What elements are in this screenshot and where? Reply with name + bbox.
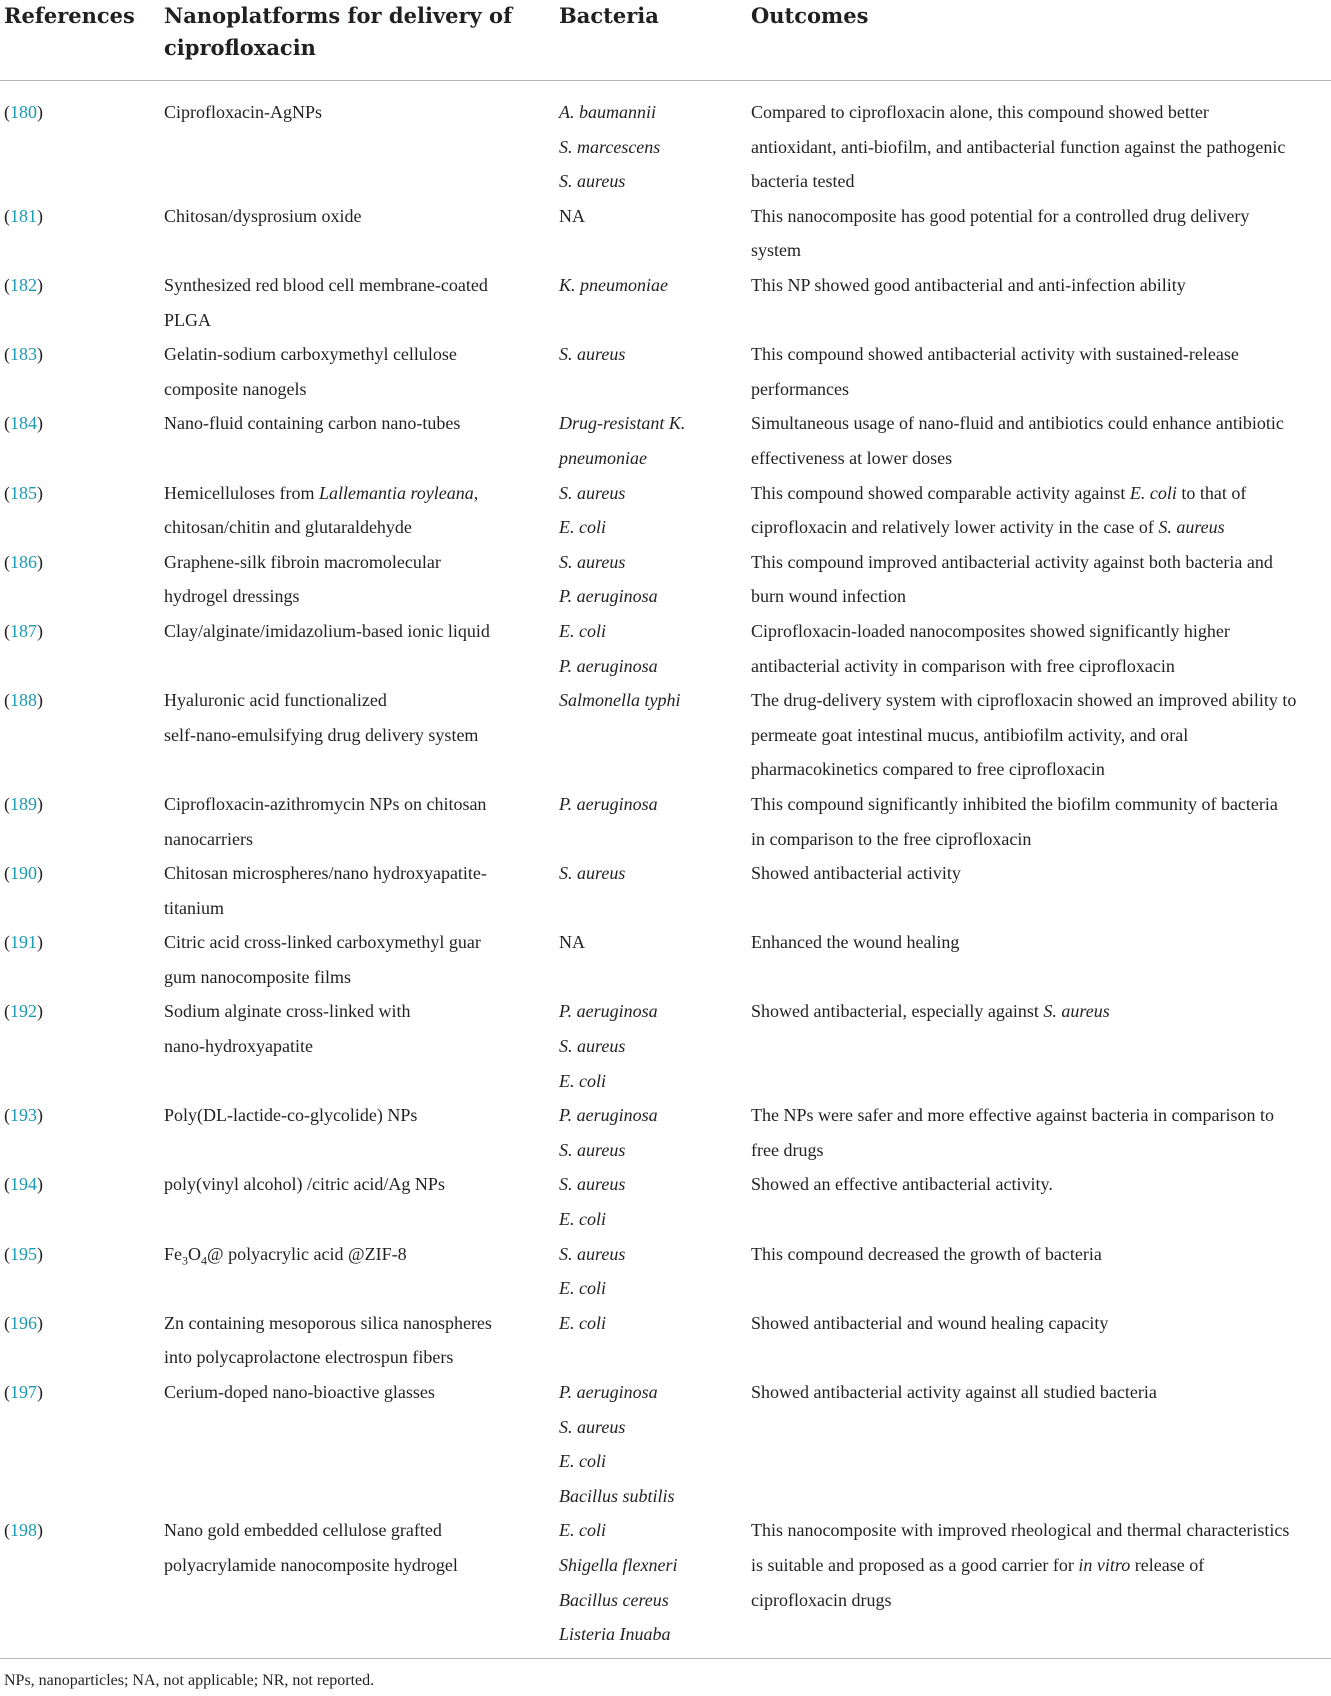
reference-cell — [4, 683, 144, 718]
nanoplatform-cell — [164, 683, 534, 752]
text-segment: @ polyacrylic acid @ZIF-8 — [207, 1243, 407, 1264]
nanoplatform-cell — [164, 406, 534, 441]
bacteria-name: NA — [559, 932, 585, 953]
text-segment: Hemicelluloses from — [164, 482, 319, 503]
reference-link[interactable]: 180 — [10, 102, 37, 122]
nanoplatform-cell — [164, 1167, 534, 1202]
paren: ( — [4, 1382, 10, 1403]
nanoplatform-cell — [164, 545, 534, 614]
text-segment: This compound improved antibacterial activity against both bacteria and — [751, 551, 1273, 572]
text-segment: Graphene-silk fibroin macromolecular — [164, 551, 441, 572]
paren: ) — [37, 1001, 43, 1022]
bacteria-cell — [559, 1513, 734, 1651]
paren: ) — [37, 863, 43, 884]
paren: ( — [4, 1243, 10, 1264]
reference-cell — [4, 994, 144, 1029]
outcome-cell — [751, 1167, 1331, 1202]
reference-link[interactable]: 189 — [10, 793, 37, 814]
bacteria-name: A. baumannii — [559, 102, 656, 122]
outcome-cell — [751, 925, 1331, 960]
text-segment: The NPs were safer and more effective against bacteria in comparison to — [751, 1105, 1274, 1126]
reference-link[interactable]: 181 — [10, 205, 37, 226]
reference-link[interactable]: 194 — [10, 1174, 37, 1195]
bacteria-name: Shigella flexneri — [559, 1555, 678, 1575]
paren: ( — [4, 344, 10, 365]
reference-cell — [4, 1098, 144, 1133]
bacteria-name: Drug-resistant K. — [559, 413, 686, 434]
paren: ) — [37, 1520, 43, 1541]
paren: ( — [4, 1105, 10, 1126]
bacteria-name: K. pneumoniae — [559, 274, 668, 295]
text-segment: antibacterial activity in comparison with free ciprofloxacin — [751, 655, 1175, 676]
paren: ) — [37, 274, 43, 295]
bacteria-name: Bacillus subtilis — [559, 1485, 675, 1506]
bacteria-name: P. aeruginosa — [559, 655, 658, 676]
text-segment: polyacrylamide nanocomposite hydrogel — [164, 1555, 458, 1575]
text-segment: effectiveness at lower doses — [751, 447, 953, 468]
bacteria-cell — [559, 683, 734, 718]
nanoplatform-cell — [164, 268, 534, 337]
text-segment: Enhanced the wound healing — [751, 932, 960, 953]
table-row — [0, 337, 1331, 406]
reference-cell — [4, 268, 144, 303]
paren: ) — [37, 1243, 43, 1264]
reference-cell — [4, 406, 144, 441]
reference-link[interactable]: 188 — [10, 690, 37, 711]
outcome-cell — [751, 1237, 1331, 1272]
text-segment: to that of — [1176, 482, 1247, 503]
paren: ) — [37, 482, 43, 503]
bacteria-cell — [559, 925, 734, 960]
text-segment: hydrogel dressings — [164, 586, 300, 607]
reference-link[interactable]: 187 — [10, 620, 37, 641]
text-segment: antioxidant, anti-biofilm, and antibacterial function against the pathogenic — [751, 136, 1286, 157]
text-segment: system — [751, 240, 802, 261]
outcomes-header: Outcomes — [751, 3, 869, 28]
text-segment: This NP showed good antibacterial and anti-infection ability — [751, 274, 1186, 295]
reference-link[interactable]: 190 — [10, 863, 37, 884]
paren: ( — [4, 1312, 10, 1333]
text-segment: performances — [751, 378, 849, 399]
reference-cell — [4, 1375, 144, 1410]
bacteria-name: Bacillus cereus — [559, 1589, 669, 1610]
bacteria-cell — [559, 1167, 734, 1236]
outcome-cell — [751, 406, 1331, 475]
table-row — [0, 545, 1331, 614]
text-segment: Simultaneous usage of nano-fluid and antibiotics could enhance antibiotic — [751, 413, 1284, 434]
nanoplatform-cell — [164, 614, 534, 649]
bacteria-cell — [559, 268, 734, 303]
nanoplatform-cell — [164, 1513, 534, 1582]
outcome-cell — [751, 856, 1331, 891]
paren: ) — [37, 932, 43, 953]
text-segment: Cerium-doped nano-bioactive glasses — [164, 1382, 435, 1403]
paren: ) — [37, 205, 43, 226]
bacteria-name: E. coli — [559, 1520, 606, 1541]
reference-cell — [4, 1237, 144, 1272]
text-segment: burn wound infection — [751, 586, 906, 607]
outcome-cell — [751, 614, 1331, 683]
reference-cell — [4, 787, 144, 822]
table-row — [0, 683, 1331, 787]
table-row — [0, 406, 1331, 475]
table-row — [0, 787, 1331, 856]
paren: ( — [4, 102, 10, 122]
table-row — [0, 1513, 1331, 1651]
bacteria-cell — [559, 1306, 734, 1341]
bacteria-name: P. aeruginosa — [559, 1001, 658, 1022]
table-row — [0, 199, 1331, 268]
bacteria-name: S. marcescens — [559, 136, 661, 157]
text-segment: ciprofloxacin drugs — [751, 1589, 892, 1610]
bacteria-name: E. coli — [559, 1209, 606, 1230]
outcome-cell — [751, 545, 1331, 614]
text-segment: Fe — [164, 1243, 182, 1264]
bacteria-name: E. coli — [559, 1070, 606, 1091]
reference-cell — [4, 856, 144, 891]
reference-cell — [4, 614, 144, 649]
bacteria-name: S. aureus — [559, 1139, 626, 1160]
paren: ( — [4, 793, 10, 814]
outcome-cell — [751, 1098, 1331, 1167]
table-row — [0, 1167, 1331, 1236]
nanoplatform-cell — [164, 1237, 534, 1278]
table-row — [0, 1098, 1331, 1167]
text-segment: Gelatin-sodium carboxymethyl cellulose — [164, 344, 457, 365]
outcome-cell — [751, 994, 1331, 1029]
text-segment: PLGA — [164, 309, 212, 330]
bacteria-name: P. aeruginosa — [559, 793, 658, 814]
text-segment: Synthesized red blood cell membrane-coated — [164, 274, 488, 295]
paren: ) — [37, 1174, 43, 1195]
header-rule — [0, 80, 1331, 81]
table-footnote: NPs, nanoparticles; NA, not applicable; NR, not reported. — [4, 1672, 375, 1689]
paren: ( — [4, 205, 10, 226]
text-segment: Ciprofloxacin-loaded nanocomposites showed significantly higher — [751, 620, 1230, 641]
outcome-cell — [751, 95, 1331, 199]
reference-link[interactable]: 198 — [10, 1520, 37, 1541]
text-segment: gum nanocomposite films — [164, 966, 351, 987]
table-header — [0, 0, 1331, 82]
table-row — [0, 476, 1331, 545]
reference-cell — [4, 925, 144, 960]
nanoplatforms-header: Nanoplatforms for delivery of ciprofloxacin — [164, 3, 513, 60]
bacteria-name: E. coli — [559, 1278, 606, 1299]
reference-link[interactable]: 196 — [10, 1312, 37, 1333]
bacteria-header: Bacteria — [559, 3, 659, 28]
reference-cell — [4, 337, 144, 372]
text-segment: Poly(DL-lactide-co-glycolide) NPs — [164, 1105, 418, 1126]
reference-cell — [4, 199, 144, 234]
paren: ) — [37, 551, 43, 572]
bacteria-name: E. coli — [559, 1451, 606, 1472]
nanoplatform-cell — [164, 994, 534, 1063]
bacteria-cell — [559, 95, 734, 199]
table-row — [0, 1375, 1331, 1513]
bacteria-name: pneumoniae — [559, 447, 647, 468]
outcome-cell — [751, 787, 1331, 856]
paren: ( — [4, 932, 10, 953]
text-segment: permeate goat intestinal mucus, antibiofilm activity, and oral — [751, 724, 1189, 745]
bacteria-name: S. aureus — [559, 344, 626, 365]
bacteria-name: S. aureus — [559, 1036, 626, 1057]
text-segment: This compound decreased the growth of bacteria — [751, 1243, 1102, 1264]
bacteria-cell — [559, 994, 734, 1098]
bacteria-name: Listeria Inuaba — [559, 1624, 671, 1645]
nanoplatform-cell — [164, 1306, 534, 1375]
text-segment: Nano-fluid containing carbon nano-tubes — [164, 413, 461, 434]
reference-cell — [4, 95, 144, 130]
text-segment: Compared to ciprofloxacin alone, this compound showed better — [751, 102, 1209, 122]
reference-link[interactable]: 184 — [10, 413, 37, 434]
outcome-cell — [751, 199, 1331, 268]
outcome-cell — [751, 683, 1331, 787]
text-segment: into polycaprolactone electrospun fibers — [164, 1347, 454, 1368]
nanoplatform-cell — [164, 337, 534, 406]
outcome-cell — [751, 268, 1331, 303]
paren: ) — [37, 1312, 43, 1333]
text-segment: chitosan/chitin and glutaraldehyde — [164, 517, 412, 538]
table-row — [0, 994, 1331, 1098]
text-segment: Hyaluronic acid functionalized — [164, 690, 387, 711]
paren: ) — [37, 1382, 43, 1403]
bacteria-name: NA — [559, 205, 585, 226]
nanoplatform-cell — [164, 95, 534, 130]
italic-term: E. coli — [1129, 482, 1177, 503]
bacteria-name: Salmonella typhi — [559, 690, 681, 711]
text-segment: titanium — [164, 897, 224, 918]
paren: ( — [4, 551, 10, 572]
table-row — [0, 925, 1331, 994]
table-row — [0, 268, 1331, 337]
text-segment: nano-hydroxyapatite — [164, 1036, 313, 1057]
bacteria-name: P. aeruginosa — [559, 1105, 658, 1126]
table-row — [0, 614, 1331, 683]
italic-term: S. aureus — [1043, 1001, 1110, 1022]
text-segment: composite nanogels — [164, 378, 307, 399]
text-segment: Clay/alginate/imidazolium-based ionic liquid — [164, 620, 490, 641]
paren: ) — [37, 793, 43, 814]
paren: ) — [37, 344, 43, 365]
nanoplatform-cell — [164, 199, 534, 234]
bacteria-name: E. coli — [559, 620, 606, 641]
reference-link[interactable]: 186 — [10, 551, 37, 572]
bacteria-cell — [559, 614, 734, 683]
paren: ( — [4, 863, 10, 884]
text-segment: Sodium alginate cross-linked with — [164, 1001, 411, 1022]
nanoplatform-cell — [164, 787, 534, 856]
bacteria-name: S. aureus — [559, 482, 626, 503]
paren: ) — [37, 620, 43, 641]
bacteria-name: E. coli — [559, 517, 606, 538]
paren: ( — [4, 690, 10, 711]
outcome-cell — [751, 1306, 1331, 1341]
outcome-cell — [751, 1375, 1331, 1410]
nanoplatform-cell — [164, 476, 534, 545]
text-segment: This compound showed comparable activity against — [751, 482, 1130, 503]
text-segment: pharmacokinetics compared to free ciprofloxacin — [751, 759, 1105, 780]
bacteria-cell — [559, 545, 734, 614]
paren: ) — [37, 690, 43, 711]
text-segment: This nanocomposite with improved rheological and thermal characteristics — [751, 1520, 1290, 1541]
text-segment: Ciprofloxacin-azithromycin NPs on chitosan — [164, 793, 487, 814]
text-segment: in comparison to the free ciprofloxacin — [751, 828, 1032, 849]
text-segment: release of — [1130, 1555, 1205, 1575]
text-segment: Citric acid cross-linked carboxymethyl guar — [164, 932, 481, 953]
text-segment: O — [188, 1243, 201, 1264]
text-segment: This compound significantly inhibited the biofilm community of bacteria — [751, 793, 1278, 814]
bacteria-name: S. aureus — [559, 1416, 626, 1437]
paren: ( — [4, 1520, 10, 1541]
bacteria-name: S. aureus — [559, 1243, 626, 1264]
text-segment: Showed antibacterial activity against all studied bacteria — [751, 1382, 1157, 1403]
nanoplatform-cell — [164, 856, 534, 925]
italic-term: Lallemantia royleana — [318, 482, 474, 503]
text-segment: Chitosan/dysprosium oxide — [164, 205, 362, 226]
paren: ) — [37, 102, 43, 122]
bacteria-cell — [559, 1375, 734, 1513]
reference-cell — [4, 476, 144, 511]
text-segment: Ciprofloxacin-AgNPs — [164, 102, 322, 122]
outcome-cell — [751, 1513, 1331, 1617]
nanoplatform-cell — [164, 925, 534, 994]
italic-term: S. aureus — [1158, 517, 1225, 538]
reference-cell — [4, 545, 144, 580]
reference-link[interactable]: 182 — [10, 274, 37, 295]
bacteria-cell — [559, 406, 734, 475]
text-segment: bacteria tested — [751, 171, 855, 192]
text-segment: Nano gold embedded cellulose grafted — [164, 1520, 442, 1541]
text-segment: nanocarriers — [164, 828, 253, 849]
table-row — [0, 1306, 1331, 1375]
text-segment: The drug-delivery system with ciprofloxacin showed an improved ability to — [751, 690, 1297, 711]
italic-term: in vitro — [1078, 1555, 1131, 1575]
text-segment: Showed antibacterial, especially against — [751, 1001, 1044, 1022]
bacteria-name: S. aureus — [559, 171, 626, 192]
text-segment: This nanocomposite has good potential for a controlled drug delivery — [751, 205, 1250, 226]
paren: ( — [4, 620, 10, 641]
bacteria-cell — [559, 787, 734, 822]
outcome-cell — [751, 476, 1331, 545]
bacteria-cell — [559, 337, 734, 372]
nanoplatform-cell — [164, 1098, 534, 1133]
bacteria-name: S. aureus — [559, 551, 626, 572]
bacteria-cell — [559, 476, 734, 545]
bacteria-name: S. aureus — [559, 863, 626, 884]
text-segment: , — [473, 482, 479, 503]
bacteria-name: E. coli — [559, 1312, 606, 1333]
paren: ( — [4, 413, 10, 434]
reference-link[interactable]: 183 — [10, 344, 37, 365]
text-segment: Chitosan microspheres/nano hydroxyapatite- — [164, 863, 487, 884]
references-header: References — [4, 3, 135, 28]
reference-link[interactable]: 185 — [10, 482, 37, 503]
text-segment: ciprofloxacin and relatively lower activity in the case of — [751, 517, 1159, 538]
bacteria-name: P. aeruginosa — [559, 586, 658, 607]
bacteria-name: S. aureus — [559, 1174, 626, 1195]
paren: ( — [4, 1001, 10, 1022]
paren: ) — [37, 413, 43, 434]
outcome-cell — [751, 337, 1331, 406]
text-segment: Showed antibacterial and wound healing capacity — [751, 1312, 1109, 1333]
reference-cell — [4, 1513, 144, 1548]
text-segment: free drugs — [751, 1139, 824, 1160]
reference-link[interactable]: 195 — [10, 1243, 37, 1264]
text-segment: Zn containing mesoporous silica nanospheres — [164, 1312, 492, 1333]
reference-cell — [4, 1167, 144, 1202]
bacteria-cell — [559, 1098, 734, 1167]
paren: ( — [4, 482, 10, 503]
text-segment: poly(vinyl alcohol) /citric acid/Ag NPs — [164, 1174, 445, 1195]
bacteria-cell — [559, 856, 734, 891]
table-row — [0, 1237, 1331, 1306]
text-segment: Showed an effective antibacterial activity. — [751, 1174, 1053, 1195]
subscript: 4 — [201, 1253, 207, 1268]
reference-cell — [4, 1306, 144, 1341]
table-row — [0, 856, 1331, 925]
paren: ( — [4, 274, 10, 295]
reference-link[interactable]: 193 — [10, 1105, 37, 1126]
reference-link[interactable]: 197 — [10, 1382, 37, 1403]
subscript: 3 — [182, 1253, 188, 1268]
text-segment: This compound showed antibacterial activity with sustained-release — [751, 344, 1239, 365]
text-segment: is suitable and proposed as a good carrier for — [751, 1555, 1079, 1575]
bacteria-cell — [559, 199, 734, 234]
table-body — [0, 95, 1331, 1652]
bottom-rule — [0, 1658, 1331, 1659]
table-row — [0, 95, 1331, 199]
paren: ( — [4, 1174, 10, 1195]
bacteria-cell — [559, 1237, 734, 1306]
nanoplatform-cell — [164, 1375, 534, 1410]
bacteria-name: P. aeruginosa — [559, 1382, 658, 1403]
reference-link[interactable]: 192 — [10, 1001, 37, 1022]
text-segment: Showed antibacterial activity — [751, 863, 961, 884]
paren: ) — [37, 1105, 43, 1126]
reference-link[interactable]: 191 — [10, 932, 37, 953]
text-segment: self-nano-emulsifying drug delivery system — [164, 724, 479, 745]
